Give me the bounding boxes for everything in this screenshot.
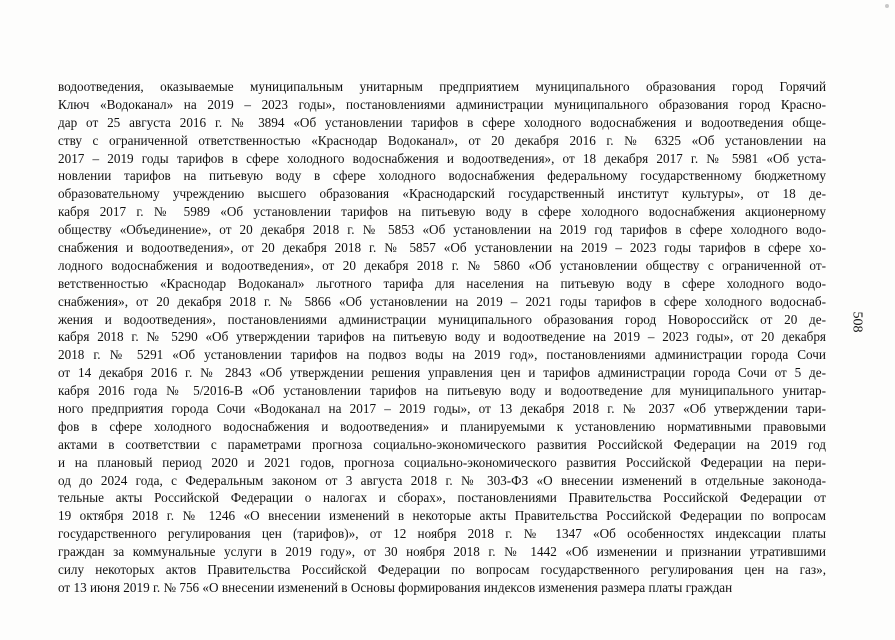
text-line: кабря 2016 года № 5/2016-В «Об установлении тарифов на питьевую воду и водоотведение для муниципального унитар-	[58, 383, 826, 399]
text-line: ветственностью «Краснодар Водоканал» льготного тарифа для населения на питьевую воду в сфере холодного водо-	[58, 275, 826, 291]
text-line: от 13 июня 2019 г. № 756 «О внесении изменений в Основы формирования индексов изменения размера платы граждан	[58, 579, 733, 595]
page-number: 508	[849, 311, 865, 333]
text-line: кабря 2018 г. № 5290 «Об утверждении тарифов на питьевую воду и водоотведение на 2019 – 2023 годы», от 20 декабря	[58, 329, 826, 345]
text-line: новлении тарифов на питьевую воду в сфере холодного водоснабжения федеральному государственному бюджетному	[58, 168, 826, 184]
text-line: лодного водоснабжения и водоотведения», от 20 декабря 2018 г. № 5860 «Об установлении обществу с ограниченной от-	[58, 257, 826, 273]
scan-dot	[885, 4, 889, 8]
text-line: от 14 декабря 2016 г. № 2843 «Об утверждении решения управления цен и тарифов администрации города Сочи от 5 де-	[58, 365, 826, 381]
text-line: од до 2024 года, с Федеральным законом от 3 августа 2018 г. № 303-ФЗ «О внесении изменений в отдельные законода-	[58, 472, 826, 488]
text-line: водоотведения, оказываемые муниципальным унитарным предприятием муниципального образования город Горячий	[58, 79, 826, 94]
text-line: 2017 – 2019 годы тарифов в сфере холодного водоснабжения и водоотведения», от 18 декабря 2017 г. № 5981 «Об уста-	[58, 150, 826, 166]
text-line: и на плановый период 2020 и 2021 годов, прогноза социально-экономического развития Российской Федерации на пери-	[58, 454, 826, 470]
body-text	[58, 78, 826, 597]
text-line: граждан за коммунальные услуги в 2019 году», от 30 ноября 2018 г. № 1442 «Об изменении и признании утратившими	[58, 544, 826, 560]
text-line: актами в соответствии с параметрами прогноза социально-экономического развития Российской Федерации на 2019 год	[58, 436, 826, 452]
text-line: ству с ограниченной ответственностью «Краснодар Водоканал», от 20 декабря 2016 г. № 6325 «Об установлении на	[58, 132, 826, 148]
text-line: 2018 г. № 5291 «Об установлении тарифов на подвоз воды на 2019 год», постановлениями администрации города Сочи	[58, 347, 826, 363]
text-line: кабря 2017 г. № 5989 «Об установлении тарифов на питьевую воду в сфере холодного водоснабжения акционерному	[58, 204, 826, 220]
text-line: 19 октября 2018 г. № 1246 «О внесении изменений в некоторые акты Правительства Российской Федерации по вопросам	[58, 508, 826, 524]
text-line: дар от 25 августа 2016 г. № 3894 «Об установлении тарифов в сфере холодного водоснабжения и водоотведения обще-	[58, 114, 826, 130]
text-line: снабжения и водоотведения», от 20 декабря 2018 г. № 5857 «Об установлении на 2019 – 2023 годы тарифов в сфере хо-	[58, 240, 826, 256]
text-line: ного предприятия города Сочи «Водоканал на 2017 – 2019 годы», от 13 декабря 2018 г. № 2037 «Об утверждении тари-	[58, 401, 826, 417]
text-line: государственного регулирования цен (тарифов)», от 12 ноября 2018 г. № 1347 «Об особенностях индексации платы	[58, 526, 826, 542]
text-line: фов в сфере холодного водоснабжения и водоотведения» и планируемыми к установлению нормативными правовыми	[58, 418, 826, 434]
text-line: образовательному учреждению высшего образования «Краснодарский государственный институт культуры», от 18 де-	[58, 186, 826, 202]
text-line: тельные акты Российской Федерации о налогах и сборах», постановлениями Правительства Российской Федерации от	[58, 490, 826, 506]
text-line: Ключ «Водоканал» на 2019 – 2023 годы», постановлениями администрации муниципального образования город Красно-	[58, 96, 826, 112]
text-line: обществу «Объединение», от 20 декабря 2018 г. № 5853 «Об установлении на 2019 год тарифов в сфере холодного водо-	[58, 222, 826, 238]
text-line: силу некоторых актов Правительства Российской Федерации по вопросам государственного регулирования цен на газ»,	[58, 562, 826, 578]
text-line: снабжения», от 20 декабря 2018 г. № 5866 «Об установлении на 2019 – 2021 годы тарифов в сфере холодного водоснаб-	[58, 293, 826, 309]
text-line: жения и водоотведения», постановлениями администрации муниципального образования город Новороссийск от 20 де-	[58, 311, 826, 327]
